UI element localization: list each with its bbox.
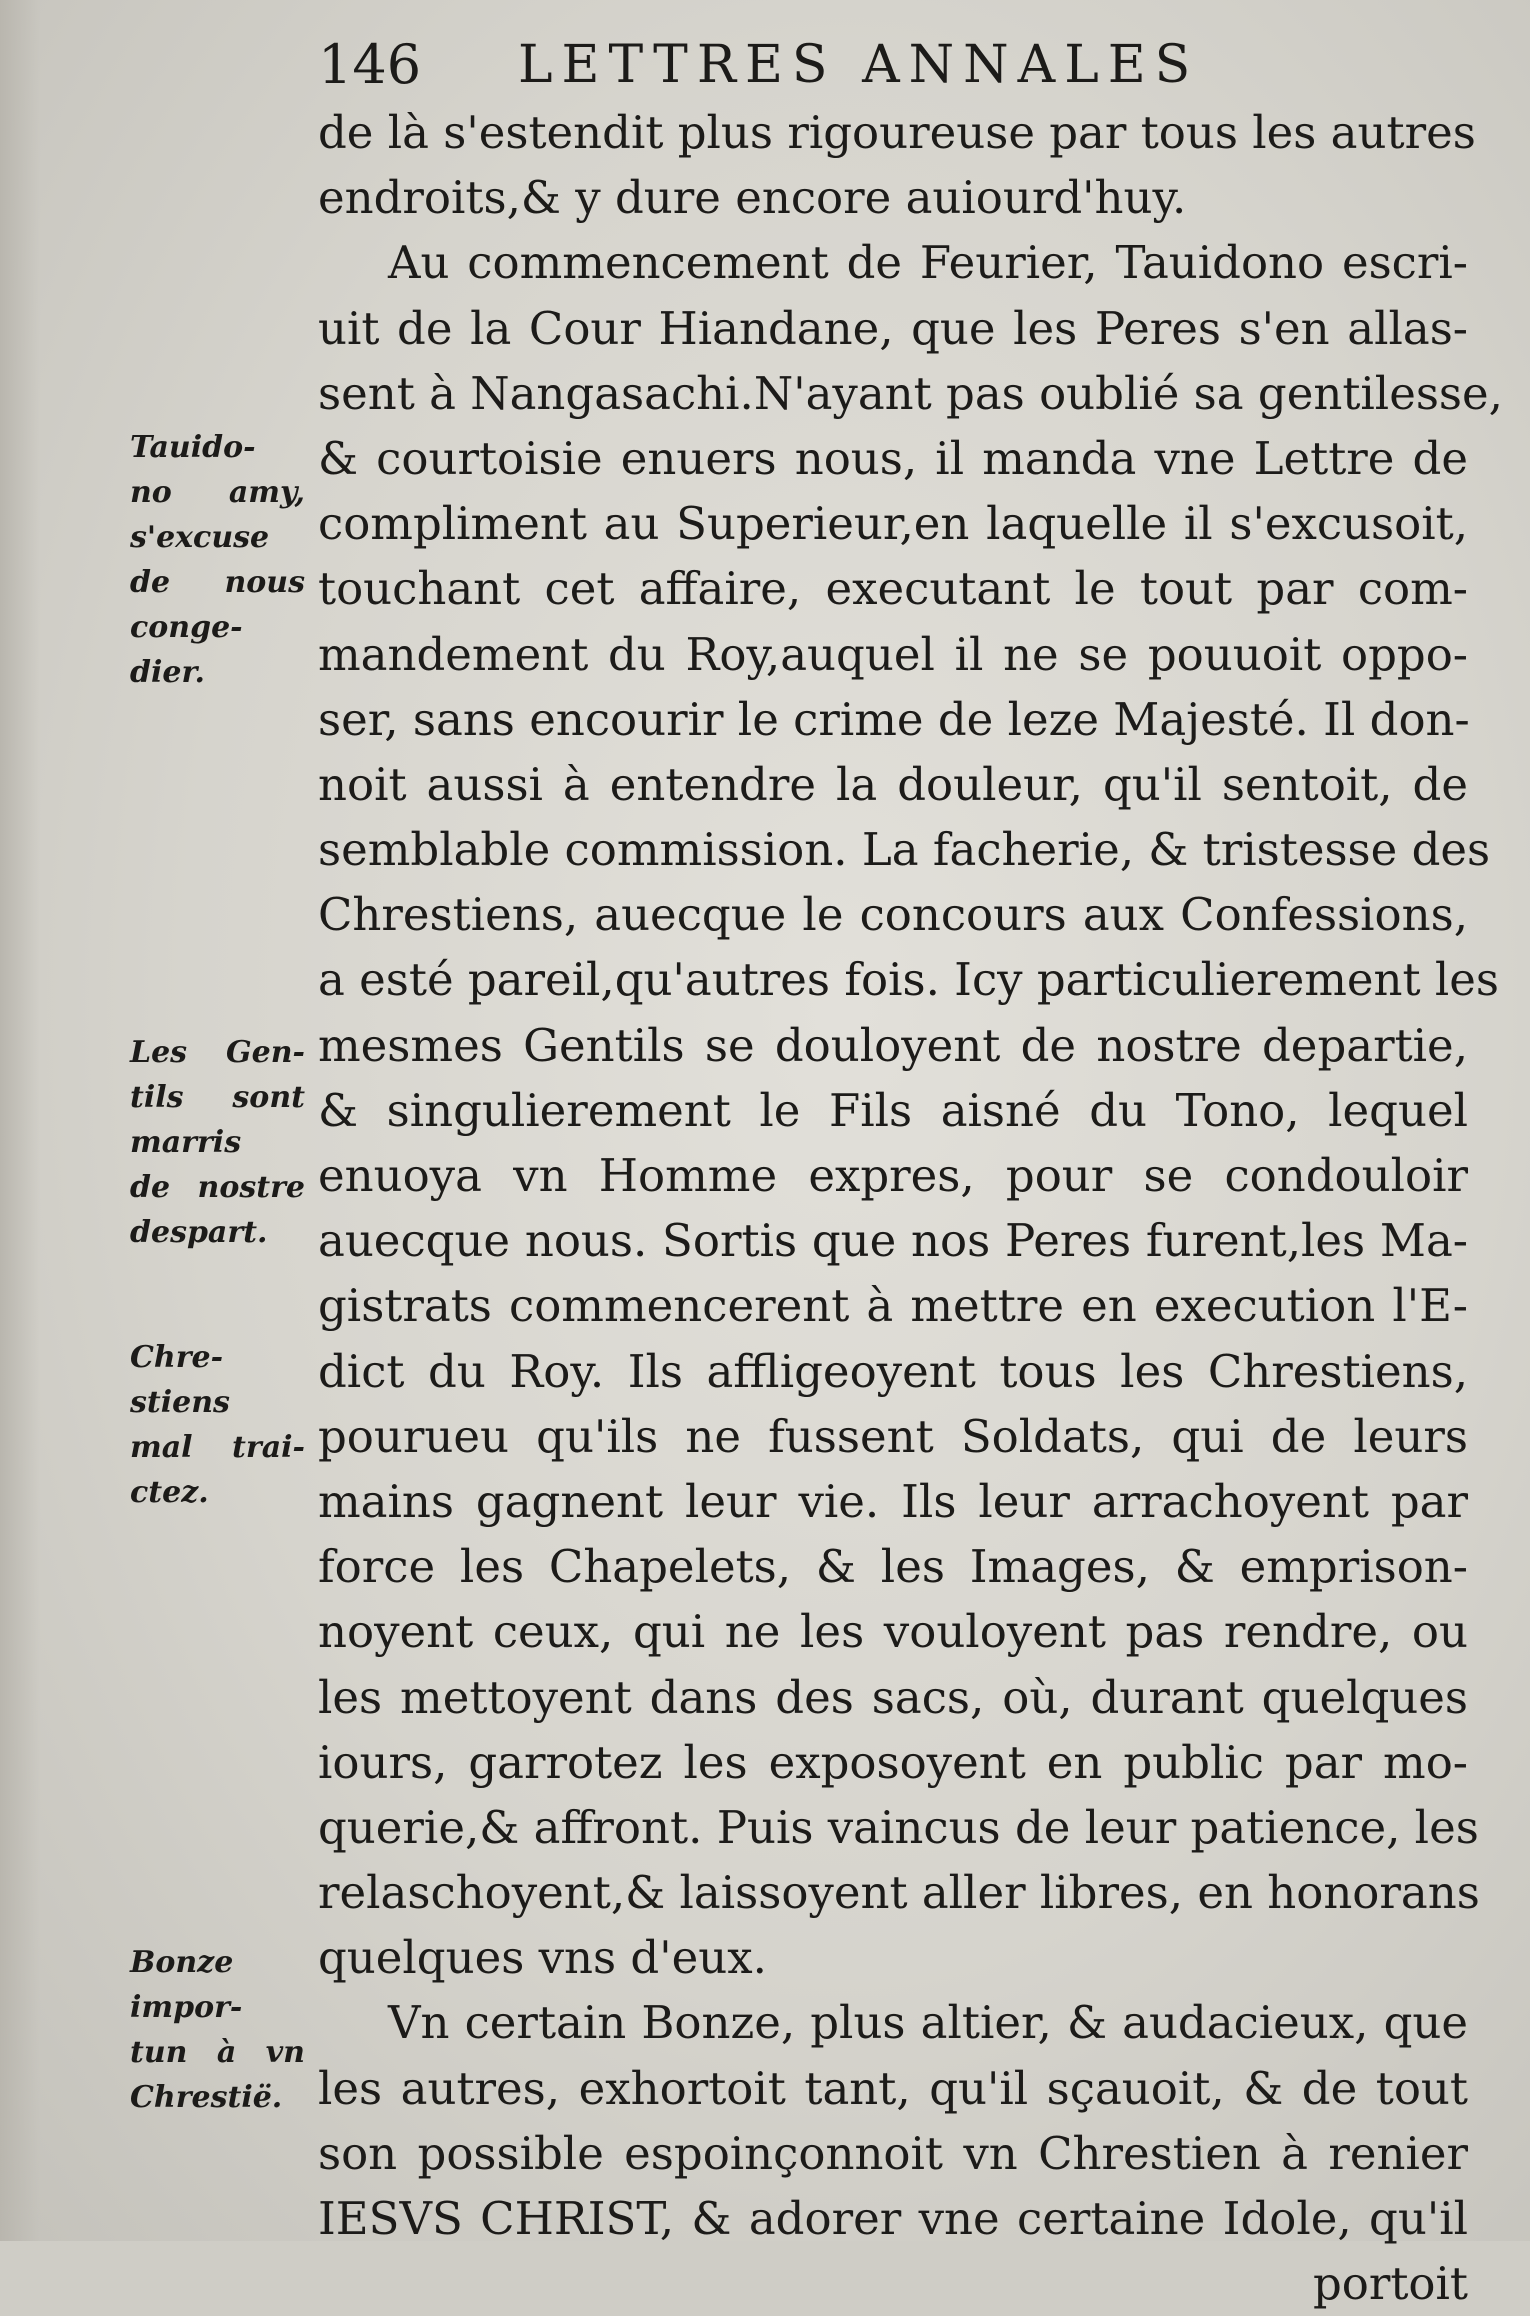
text-line: son possible espoinçonnoit vn Chrestien à renier xyxy=(318,2126,1468,2180)
margin-note-line: tils sont xyxy=(130,1080,305,1115)
text-line: dict du Roy. Ils affligeoyent tous les Chrestiens, xyxy=(318,1344,1468,1398)
text-line: compliment au Superieur,en laquelle il s'excusoit, xyxy=(318,497,1468,551)
page-number: 146 xyxy=(318,33,422,96)
text-line: relaschoyent,& laissoyent aller libres, en honorans xyxy=(318,1866,1480,1920)
text-line: mesmes Gentils se douloyent de nostre departie, xyxy=(318,1018,1468,1072)
text-line: Au commencement de Feurier, Tauidono escri- xyxy=(388,236,1468,290)
text-line: mandement du Roy,auquel il ne se pouuoit oppo- xyxy=(318,627,1468,681)
text-line: de là s'estendit plus rigoureuse par tous les autres xyxy=(318,106,1476,159)
text-line: enuoya vn Homme expres, pour se condouloir xyxy=(318,1149,1468,1202)
text-line: IESVS CHRIST, & adorer vne certaine Idole, qu'il xyxy=(318,2192,1468,2245)
text-line: Chrestiens, auecque le concours aux Confessions, xyxy=(318,888,1468,942)
text-line: ser, sans encourir le crime de leze Majesté. Il don- xyxy=(318,692,1470,746)
margin-note-line: de nostre xyxy=(130,1170,305,1205)
body-text xyxy=(318,100,1503,2316)
text-line: noyent ceux, qui ne les vouloyent pas rendre, ou xyxy=(318,1605,1468,1659)
text-line: sent à Nangasachi.N'ayant pas oublié sa gentilesse, xyxy=(318,366,1503,420)
margin-note-line: Chrestië. xyxy=(130,2080,283,2115)
margin-note-bonze xyxy=(130,1940,305,2120)
page-header xyxy=(318,30,1490,100)
margin-note-line: ctez. xyxy=(130,1475,209,1510)
margin-note-tauidono xyxy=(130,425,305,695)
margin-note-line: conge- xyxy=(130,610,243,645)
catchword: portoit xyxy=(1312,2257,1468,2311)
text-line: querie,& affront. Puis vaincus de leur patience, les xyxy=(318,1800,1479,1854)
margin-note-line: stiens xyxy=(130,1385,230,1420)
text-line: les autres, exhortoit tant, qu'il sçauoit, & de tout xyxy=(318,2061,1468,2115)
text-line: pourueu qu'ils ne fussent Soldats, qui de leurs xyxy=(318,1409,1468,1463)
margin-note-line: de nous xyxy=(130,565,305,600)
margin-note-line: s'excuse xyxy=(130,520,270,555)
margin-note-line: no amy, xyxy=(130,475,305,510)
text-line: force les Chapelets, & les Images, & emprison- xyxy=(318,1540,1468,1594)
margin-note-line: Bonze xyxy=(130,1945,234,1980)
margin-note-line: Tauido- xyxy=(130,430,256,465)
text-line: endroits,& y dure encore auiourd'huy. xyxy=(318,171,1187,225)
margin-note-line: despart. xyxy=(130,1215,268,1250)
text-line: touchant cet affaire, executant le tout par com- xyxy=(318,562,1468,616)
text-line: semblable commission. La facherie, & tristesse des xyxy=(318,823,1491,877)
text-line: & courtoisie enuers nous, il manda vne Lettre de xyxy=(318,431,1468,485)
text-line: noit aussi à entendre la douleur, qu'il sentoit, de xyxy=(318,757,1468,811)
margin-note-line: Chre- xyxy=(130,1340,224,1375)
text-line: Vn certain Bonze, plus altier, & audacieux, que xyxy=(388,1996,1468,2050)
margin-note-line: Les Gen- xyxy=(130,1035,305,1070)
running-title: LETTRES ANNALES xyxy=(518,35,1200,95)
margin-note-line: mal trai- xyxy=(130,1430,305,1465)
text-line: auecque nous. Sortis que nos Peres furent,les Ma- xyxy=(318,1214,1468,1268)
text-line: uit de la Cour Hiandane, que les Peres s'en allas- xyxy=(318,301,1468,355)
margin-note-line: tun à vn xyxy=(130,2035,305,2070)
page-gutter-shadow xyxy=(0,0,40,2241)
margin-note-chrestiens xyxy=(130,1335,305,1515)
text-line: iours, garrotez les exposoyent en public par mo- xyxy=(318,1735,1468,1789)
text-line: gistrats commencerent à mettre en execution l'E- xyxy=(318,1279,1468,1333)
text-line: les mettoyent dans des sacs, où, durant quelques xyxy=(318,1670,1468,1724)
text-line: & singulierement le Fils aisné du Tono, lequel xyxy=(318,1083,1468,1137)
margin-note-line: marris xyxy=(130,1125,242,1160)
text-line: a esté pareil,qu'autres fois. Icy particulierement les xyxy=(318,953,1500,1007)
text-line: mains gagnent leur vie. Ils leur arrachoyent par xyxy=(318,1474,1468,1528)
text-line: quelques vns d'eux. xyxy=(318,1931,767,1985)
margin-note-line: dier. xyxy=(130,655,205,690)
margin-note-gentils xyxy=(130,1030,305,1255)
margin-note-line: impor- xyxy=(130,1990,243,2025)
